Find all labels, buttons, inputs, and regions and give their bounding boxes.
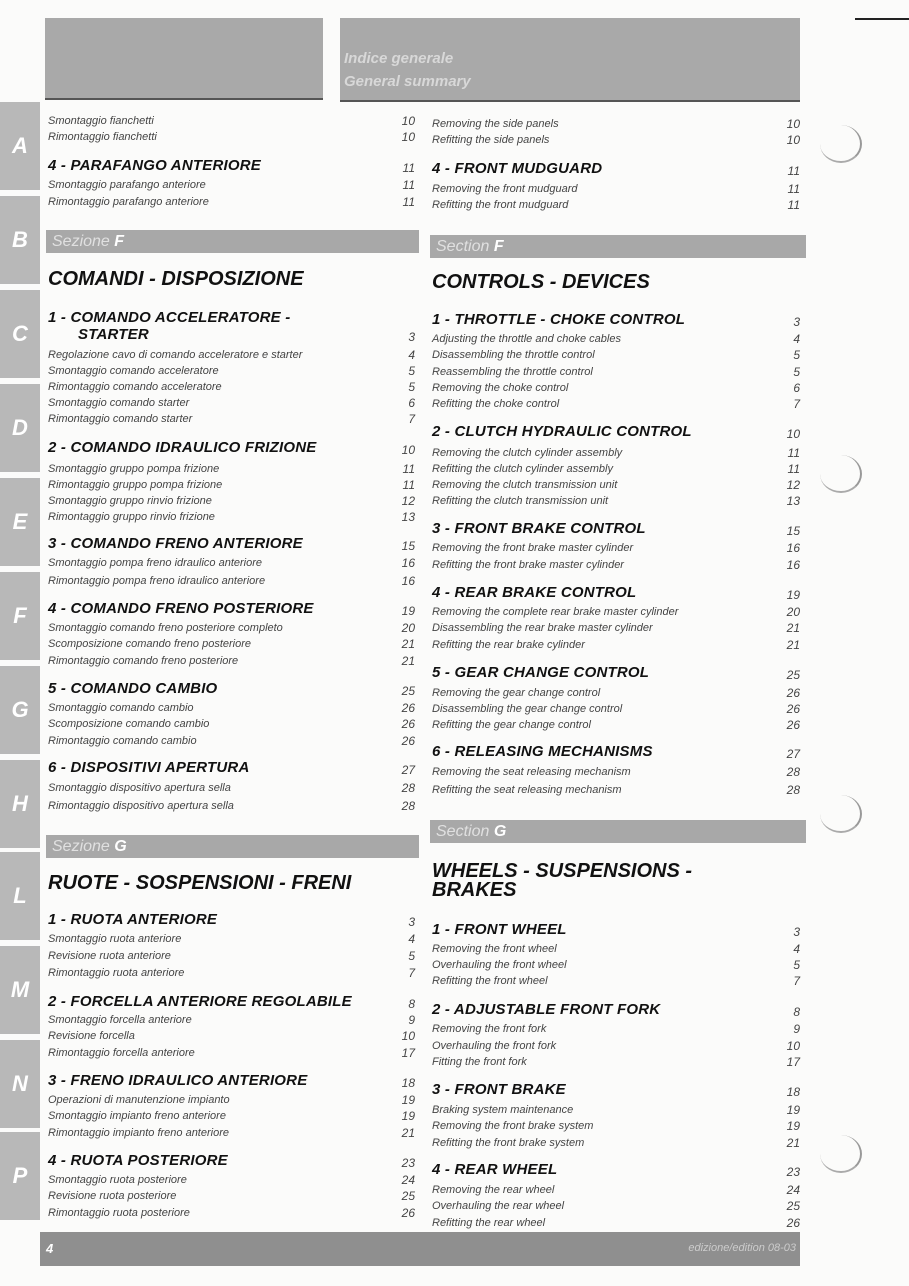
- header-title-it: Indice generale: [344, 50, 454, 67]
- toc-item[interactable]: Reassembling the throttle control: [432, 366, 593, 378]
- toc-item[interactable]: Smontaggio comando cambio: [48, 702, 194, 714]
- toc-item[interactable]: Smontaggio impianto freno anteriore: [48, 1110, 226, 1122]
- toc-item-page: 5: [408, 380, 415, 394]
- toc-chapter-heading[interactable]: 6 - RELEASING MECHANISMS: [432, 743, 653, 760]
- toc-item-page: 19: [786, 1119, 800, 1133]
- toc-item-page: 9: [408, 1013, 415, 1027]
- toc-chapter-heading[interactable]: 4 - RUOTA POSTERIORE: [48, 1152, 228, 1169]
- toc-item[interactable]: Smontaggio parafango anteriore: [48, 179, 206, 191]
- toc-item-page: 25: [401, 1189, 415, 1203]
- toc-item[interactable]: Rimontaggio comando starter: [48, 413, 193, 425]
- toc-item-page: 28: [401, 799, 415, 813]
- toc-item[interactable]: Removing the gear change control: [432, 687, 601, 699]
- toc-item-page: 24: [401, 1173, 415, 1187]
- toc-item-page: 19: [786, 1103, 800, 1117]
- toc-item-page: 25: [786, 1199, 800, 1213]
- toc-item[interactable]: Revisione ruota anteriore: [48, 950, 171, 962]
- toc-chapter-heading[interactable]: 3 - FRONT BRAKE CONTROL: [432, 520, 646, 537]
- toc-item-page: 11: [402, 462, 415, 476]
- toc-item-page: 5: [793, 958, 800, 972]
- toc-item-page: 13: [401, 510, 415, 524]
- toc-chapter-page: 19: [401, 604, 415, 618]
- section-bar-letter: F: [114, 233, 125, 250]
- toc-item[interactable]: Rimontaggio dispositivo apertura sella: [48, 800, 234, 812]
- toc-item-page: 4: [408, 348, 415, 362]
- toc-item[interactable]: Operazioni di manutenzione impianto: [48, 1094, 230, 1106]
- toc-item[interactable]: Rimontaggio comando acceleratore: [48, 381, 222, 393]
- toc-item-page: 28: [786, 765, 800, 779]
- toc-item[interactable]: Removing the choke control: [432, 382, 569, 394]
- toc-item[interactable]: Removing the clutch transmission unit: [432, 479, 618, 491]
- toc-item-page: 16: [786, 558, 800, 572]
- section-title: RUOTE - SOSPENSIONI - FRENI: [48, 872, 352, 894]
- toc-item-page: 10: [401, 1029, 415, 1043]
- toc-item[interactable]: Overhauling the front fork: [432, 1040, 557, 1052]
- section-bar: [430, 235, 806, 258]
- toc-item[interactable]: Fitting the front fork: [432, 1056, 527, 1068]
- toc-chapter-page: 25: [786, 668, 800, 682]
- toc-item-page: 26: [786, 686, 800, 700]
- section-title: COMANDI - DISPOSIZIONE: [48, 268, 304, 290]
- toc-item-page: 16: [786, 541, 800, 555]
- toc-item[interactable]: Refitting the rear brake cylinder: [432, 639, 585, 651]
- toc-chapter-heading[interactable]: 1 - COMANDO ACCELERATORE -: [48, 309, 291, 326]
- toc-item[interactable]: Rimontaggio comando freno posteriore: [48, 655, 239, 667]
- toc-item-page: 7: [793, 397, 800, 411]
- toc-item[interactable]: Removing the rear wheel: [432, 1184, 555, 1196]
- toc-chapter-heading[interactable]: 1 - THROTTLE - CHOKE CONTROL: [432, 311, 686, 328]
- toc-item-page: 10: [786, 117, 800, 131]
- toc-chapter-heading[interactable]: 4 - COMANDO FRENO POSTERIORE: [48, 600, 314, 617]
- toc-chapter-page: 23: [786, 1165, 800, 1179]
- toc-chapter-heading[interactable]: 2 - FORCELLA ANTERIORE REGOLABILE: [48, 993, 352, 1010]
- binder-hole: [820, 1135, 862, 1173]
- toc-item-page: 24: [786, 1183, 800, 1197]
- toc-item-page: 7: [408, 966, 415, 980]
- toc-item-page: 17: [786, 1055, 800, 1069]
- toc-item-page: 11: [402, 195, 415, 209]
- toc-item-page: 21: [401, 654, 415, 668]
- toc-item-page: 16: [401, 574, 415, 588]
- toc-item[interactable]: Refitting the front brake system: [432, 1137, 585, 1149]
- toc-chapter-page: 3: [793, 315, 800, 329]
- toc-item[interactable]: Rimontaggio pompa freno idraulico anteriore: [48, 575, 266, 587]
- toc-chapter-page: 10: [786, 427, 800, 441]
- toc-item[interactable]: Removing the complete rear brake master cylinder: [432, 606, 679, 618]
- section-tab-b[interactable]: B: [0, 196, 40, 284]
- toc-chapter-heading[interactable]: 2 - CLUTCH HYDRAULIC CONTROL: [432, 423, 692, 440]
- toc-item[interactable]: Revisione forcella: [48, 1030, 135, 1042]
- toc-item[interactable]: Rimontaggio impianto freno anteriore: [48, 1127, 229, 1139]
- toc-item[interactable]: Smontaggio ruota anteriore: [48, 933, 182, 945]
- toc-chapter-heading[interactable]: 4 - REAR BRAKE CONTROL: [432, 584, 637, 601]
- section-tab-d[interactable]: D: [0, 384, 40, 472]
- toc-chapter-page: 15: [401, 539, 415, 553]
- toc-chapter-page: 15: [786, 524, 800, 538]
- toc-chapter-page: 8: [793, 1005, 800, 1019]
- toc-item[interactable]: Scomposizione comando freno posteriore: [48, 638, 252, 650]
- toc-item[interactable]: Refitting the clutch transmission unit: [432, 495, 609, 507]
- toc-item[interactable]: Rimontaggio fianchetti: [48, 131, 157, 143]
- toc-item[interactable]: Smontaggio pompa freno idraulico anteriore: [48, 557, 263, 569]
- section-tab-l[interactable]: L: [0, 852, 40, 940]
- toc-item-page: 11: [787, 446, 800, 460]
- toc-item-page: 5: [793, 365, 800, 379]
- toc-item[interactable]: Rimontaggio gruppo pompa frizione: [48, 479, 223, 491]
- toc-item[interactable]: Rimontaggio ruota posteriore: [48, 1207, 190, 1219]
- toc-item[interactable]: Overhauling the rear wheel: [432, 1200, 565, 1212]
- toc-item[interactable]: Removing the side panels: [432, 118, 559, 130]
- section-tab-c[interactable]: C: [0, 290, 40, 378]
- toc-item-page: 4: [408, 932, 415, 946]
- toc-item-page: 12: [786, 478, 800, 492]
- toc-chapter-heading[interactable]: 6 - DISPOSITIVI APERTURA: [48, 759, 250, 776]
- toc-item[interactable]: Disassembling the gear change control: [432, 703, 623, 715]
- toc-item[interactable]: Removing the front wheel: [432, 943, 557, 955]
- toc-chapter-heading[interactable]: 1 - RUOTA ANTERIORE: [48, 911, 218, 928]
- toc-item[interactable]: Braking system maintenance: [432, 1104, 574, 1116]
- toc-item[interactable]: Smontaggio dispositivo apertura sella: [48, 782, 231, 794]
- header-title-en: General summary: [344, 73, 471, 90]
- header-block-left: [45, 18, 323, 100]
- toc-item[interactable]: Removing the clutch cylinder assembly: [432, 447, 623, 459]
- toc-item-page: 5: [793, 348, 800, 362]
- toc-chapter-page: 25: [401, 684, 415, 698]
- section-tab-p[interactable]: P: [0, 1132, 40, 1220]
- section-tab-e[interactable]: E: [0, 478, 40, 566]
- toc-item[interactable]: Smontaggio comando starter: [48, 397, 190, 409]
- toc-item[interactable]: Regolazione cavo di comando acceleratore e starter: [48, 349, 303, 361]
- toc-item-page: 19: [401, 1093, 415, 1107]
- toc-item[interactable]: Adjusting the throttle and choke cables: [432, 333, 621, 345]
- toc-item-page: 4: [793, 332, 800, 346]
- toc-item-page: 4: [793, 942, 800, 956]
- section-tab-h[interactable]: H: [0, 760, 40, 848]
- toc-item-page: 11: [787, 182, 800, 196]
- toc-chapter-heading[interactable]: 2 - COMANDO IDRAULICO FRIZIONE: [48, 439, 317, 456]
- section-bar-letter: G: [493, 823, 507, 840]
- toc-item[interactable]: Rimontaggio forcella anteriore: [48, 1047, 195, 1059]
- section-title: BRAKES: [432, 879, 517, 901]
- section-tab-n[interactable]: N: [0, 1040, 40, 1128]
- toc-item-page: 10: [401, 114, 415, 128]
- toc-item[interactable]: Refitting the front mudguard: [432, 199, 569, 211]
- section-bar-letter: G: [114, 838, 127, 855]
- toc-item[interactable]: Smontaggio forcella anteriore: [48, 1014, 192, 1026]
- toc-item-page: 13: [786, 494, 800, 508]
- toc-item[interactable]: Refitting the clutch cylinder assembly: [432, 463, 613, 475]
- section-bar-label: Section: [436, 238, 490, 255]
- footer-edition: edizione/edition 08-03: [688, 1242, 796, 1254]
- section-tab-a[interactable]: A: [0, 102, 40, 190]
- toc-item[interactable]: Refitting the rear wheel: [432, 1217, 546, 1229]
- toc-item-page: 21: [786, 1136, 800, 1150]
- toc-item-page: 28: [401, 781, 415, 795]
- toc-chapter-heading[interactable]: 4 - FRONT MUDGUARD: [432, 160, 603, 177]
- toc-item[interactable]: Rimontaggio ruota anteriore: [48, 967, 185, 979]
- toc-item-page: 20: [786, 605, 800, 619]
- toc-item-page: 21: [401, 637, 415, 651]
- toc-item[interactable]: Revisione ruota posteriore: [48, 1190, 177, 1202]
- toc-item[interactable]: Removing the front fork: [432, 1023, 547, 1035]
- toc-item-page: 12: [401, 494, 415, 508]
- toc-chapter-page: 3: [408, 915, 415, 929]
- header-block-right: [340, 18, 800, 102]
- toc-item-page: 16: [401, 556, 415, 570]
- toc-item[interactable]: Rimontaggio comando cambio: [48, 735, 197, 747]
- toc-item[interactable]: Smontaggio gruppo rinvio frizione: [48, 495, 212, 507]
- toc-item-page: 10: [786, 1039, 800, 1053]
- section-tab-g[interactable]: G: [0, 666, 40, 754]
- toc-item[interactable]: Disassembling the throttle control: [432, 349, 595, 361]
- section-title: WHEELS - SUSPENSIONS -: [432, 860, 693, 882]
- toc-item[interactable]: Smontaggio gruppo pompa frizione: [48, 463, 220, 475]
- toc-item[interactable]: Rimontaggio parafango anteriore: [48, 196, 209, 208]
- toc-item[interactable]: Refitting the front brake master cylinder: [432, 559, 624, 571]
- binder-hole: [820, 455, 862, 493]
- toc-chapter-heading[interactable]: 3 - FRONT BRAKE: [432, 1081, 566, 1098]
- toc-item-page: 11: [402, 178, 415, 192]
- toc-item[interactable]: Smontaggio ruota posteriore: [48, 1174, 187, 1186]
- toc-item-page: 5: [408, 364, 415, 378]
- footer-page-number: 4: [46, 1241, 54, 1256]
- toc-item-page: 28: [786, 783, 800, 797]
- toc-item-page: 6: [793, 381, 800, 395]
- toc-chapter-page: 3: [408, 330, 415, 344]
- toc-chapter-heading[interactable]: 3 - COMANDO FRENO ANTERIORE: [48, 535, 303, 552]
- toc-item-page: 26: [786, 702, 800, 716]
- toc-chapter-heading[interactable]: STARTER: [78, 326, 149, 343]
- toc-item-page: 10: [401, 130, 415, 144]
- toc-item[interactable]: Smontaggio fianchetti: [48, 115, 154, 127]
- binder-hole: [820, 125, 862, 163]
- toc-item-page: 5: [408, 949, 415, 963]
- toc-item[interactable]: Refitting the front wheel: [432, 975, 548, 987]
- toc-chapter-page: 11: [787, 164, 800, 178]
- toc-item-page: 9: [793, 1022, 800, 1036]
- toc-chapter-page: 11: [402, 161, 415, 175]
- toc-item-page: 26: [401, 717, 415, 731]
- toc-item[interactable]: Removing the front mudguard: [432, 183, 578, 195]
- toc-chapter-page: 19: [786, 588, 800, 602]
- toc-item[interactable]: Refitting the seat releasing mechanism: [432, 784, 622, 796]
- toc-chapter-heading[interactable]: 1 - FRONT WHEEL: [432, 921, 567, 938]
- toc-chapter-page: 23: [401, 1156, 415, 1170]
- toc-item-page: 6: [408, 396, 415, 410]
- section-tab-m[interactable]: M: [0, 946, 40, 1034]
- toc-item-page: 26: [401, 701, 415, 715]
- toc-chapter-page: 27: [786, 747, 800, 761]
- toc-item-page: 11: [787, 198, 800, 212]
- toc-item-page: 21: [786, 638, 800, 652]
- toc-chapter-page: 18: [786, 1085, 800, 1099]
- toc-item[interactable]: Refitting the choke control: [432, 398, 560, 410]
- toc-item[interactable]: Refitting the gear change control: [432, 719, 591, 731]
- toc-chapter-heading[interactable]: 4 - PARAFANGO ANTERIORE: [48, 157, 261, 174]
- toc-item[interactable]: Smontaggio comando acceleratore: [48, 365, 219, 377]
- toc-item-page: 26: [401, 734, 415, 748]
- toc-item-page: 21: [401, 1126, 415, 1140]
- edge-rule: [855, 18, 909, 20]
- toc-item-page: 19: [401, 1109, 415, 1123]
- toc-chapter-page: 3: [793, 925, 800, 939]
- toc-item-page: 7: [793, 974, 800, 988]
- toc-item[interactable]: Removing the seat releasing mechanism: [432, 766, 631, 778]
- toc-item-page: 26: [401, 1206, 415, 1220]
- toc-item[interactable]: Overhauling the front wheel: [432, 959, 567, 971]
- section-bar-label: Section: [436, 823, 490, 840]
- toc-chapter-heading[interactable]: 5 - COMANDO CAMBIO: [48, 680, 218, 697]
- toc-item-page: 20: [401, 621, 415, 635]
- toc-chapter-heading[interactable]: 5 - GEAR CHANGE CONTROL: [432, 664, 650, 681]
- toc-item-page: 26: [786, 718, 800, 732]
- toc-item-page: 21: [786, 621, 800, 635]
- section-bar: [46, 835, 419, 858]
- toc-item-page: 11: [402, 478, 415, 492]
- binder-hole: [820, 795, 862, 833]
- section-bar: [430, 820, 806, 843]
- toc-item-page: 11: [787, 462, 800, 476]
- toc-chapter-page: 10: [401, 443, 415, 457]
- toc-item[interactable]: Scomposizione comando cambio: [48, 718, 210, 730]
- footer-bar: [40, 1232, 800, 1266]
- toc-item[interactable]: Rimontaggio gruppo rinvio frizione: [48, 511, 215, 523]
- toc-item-page: 7: [408, 412, 415, 426]
- toc-item-page: 10: [786, 133, 800, 147]
- toc-chapter-page: 27: [401, 763, 415, 777]
- toc-item[interactable]: Smontaggio comando freno posteriore completo: [48, 622, 283, 634]
- toc-item[interactable]: Refitting the side panels: [432, 134, 550, 146]
- section-bar-letter: F: [493, 238, 504, 255]
- toc-chapter-heading[interactable]: 2 - ADJUSTABLE FRONT FORK: [432, 1001, 661, 1018]
- toc-item[interactable]: Disassembling the rear brake master cylinder: [432, 622, 653, 634]
- toc-chapter-heading[interactable]: 3 - FRENO IDRAULICO ANTERIORE: [48, 1072, 308, 1089]
- toc-item[interactable]: Removing the front brake master cylinder: [432, 542, 634, 554]
- section-tab-f[interactable]: F: [0, 572, 40, 660]
- section-bar-label: Sezione: [52, 838, 110, 855]
- toc-item-page: 17: [401, 1046, 415, 1060]
- toc-chapter-page: 18: [401, 1076, 415, 1090]
- section-bar: [46, 230, 419, 253]
- toc-item-page: 26: [786, 1216, 800, 1230]
- toc-chapter-page: 8: [408, 997, 415, 1011]
- section-title: CONTROLS - DEVICES: [432, 271, 650, 293]
- toc-chapter-heading[interactable]: 4 - REAR WHEEL: [432, 1161, 558, 1178]
- toc-item[interactable]: Removing the front brake system: [432, 1120, 594, 1132]
- section-bar-label: Sezione: [52, 233, 110, 250]
